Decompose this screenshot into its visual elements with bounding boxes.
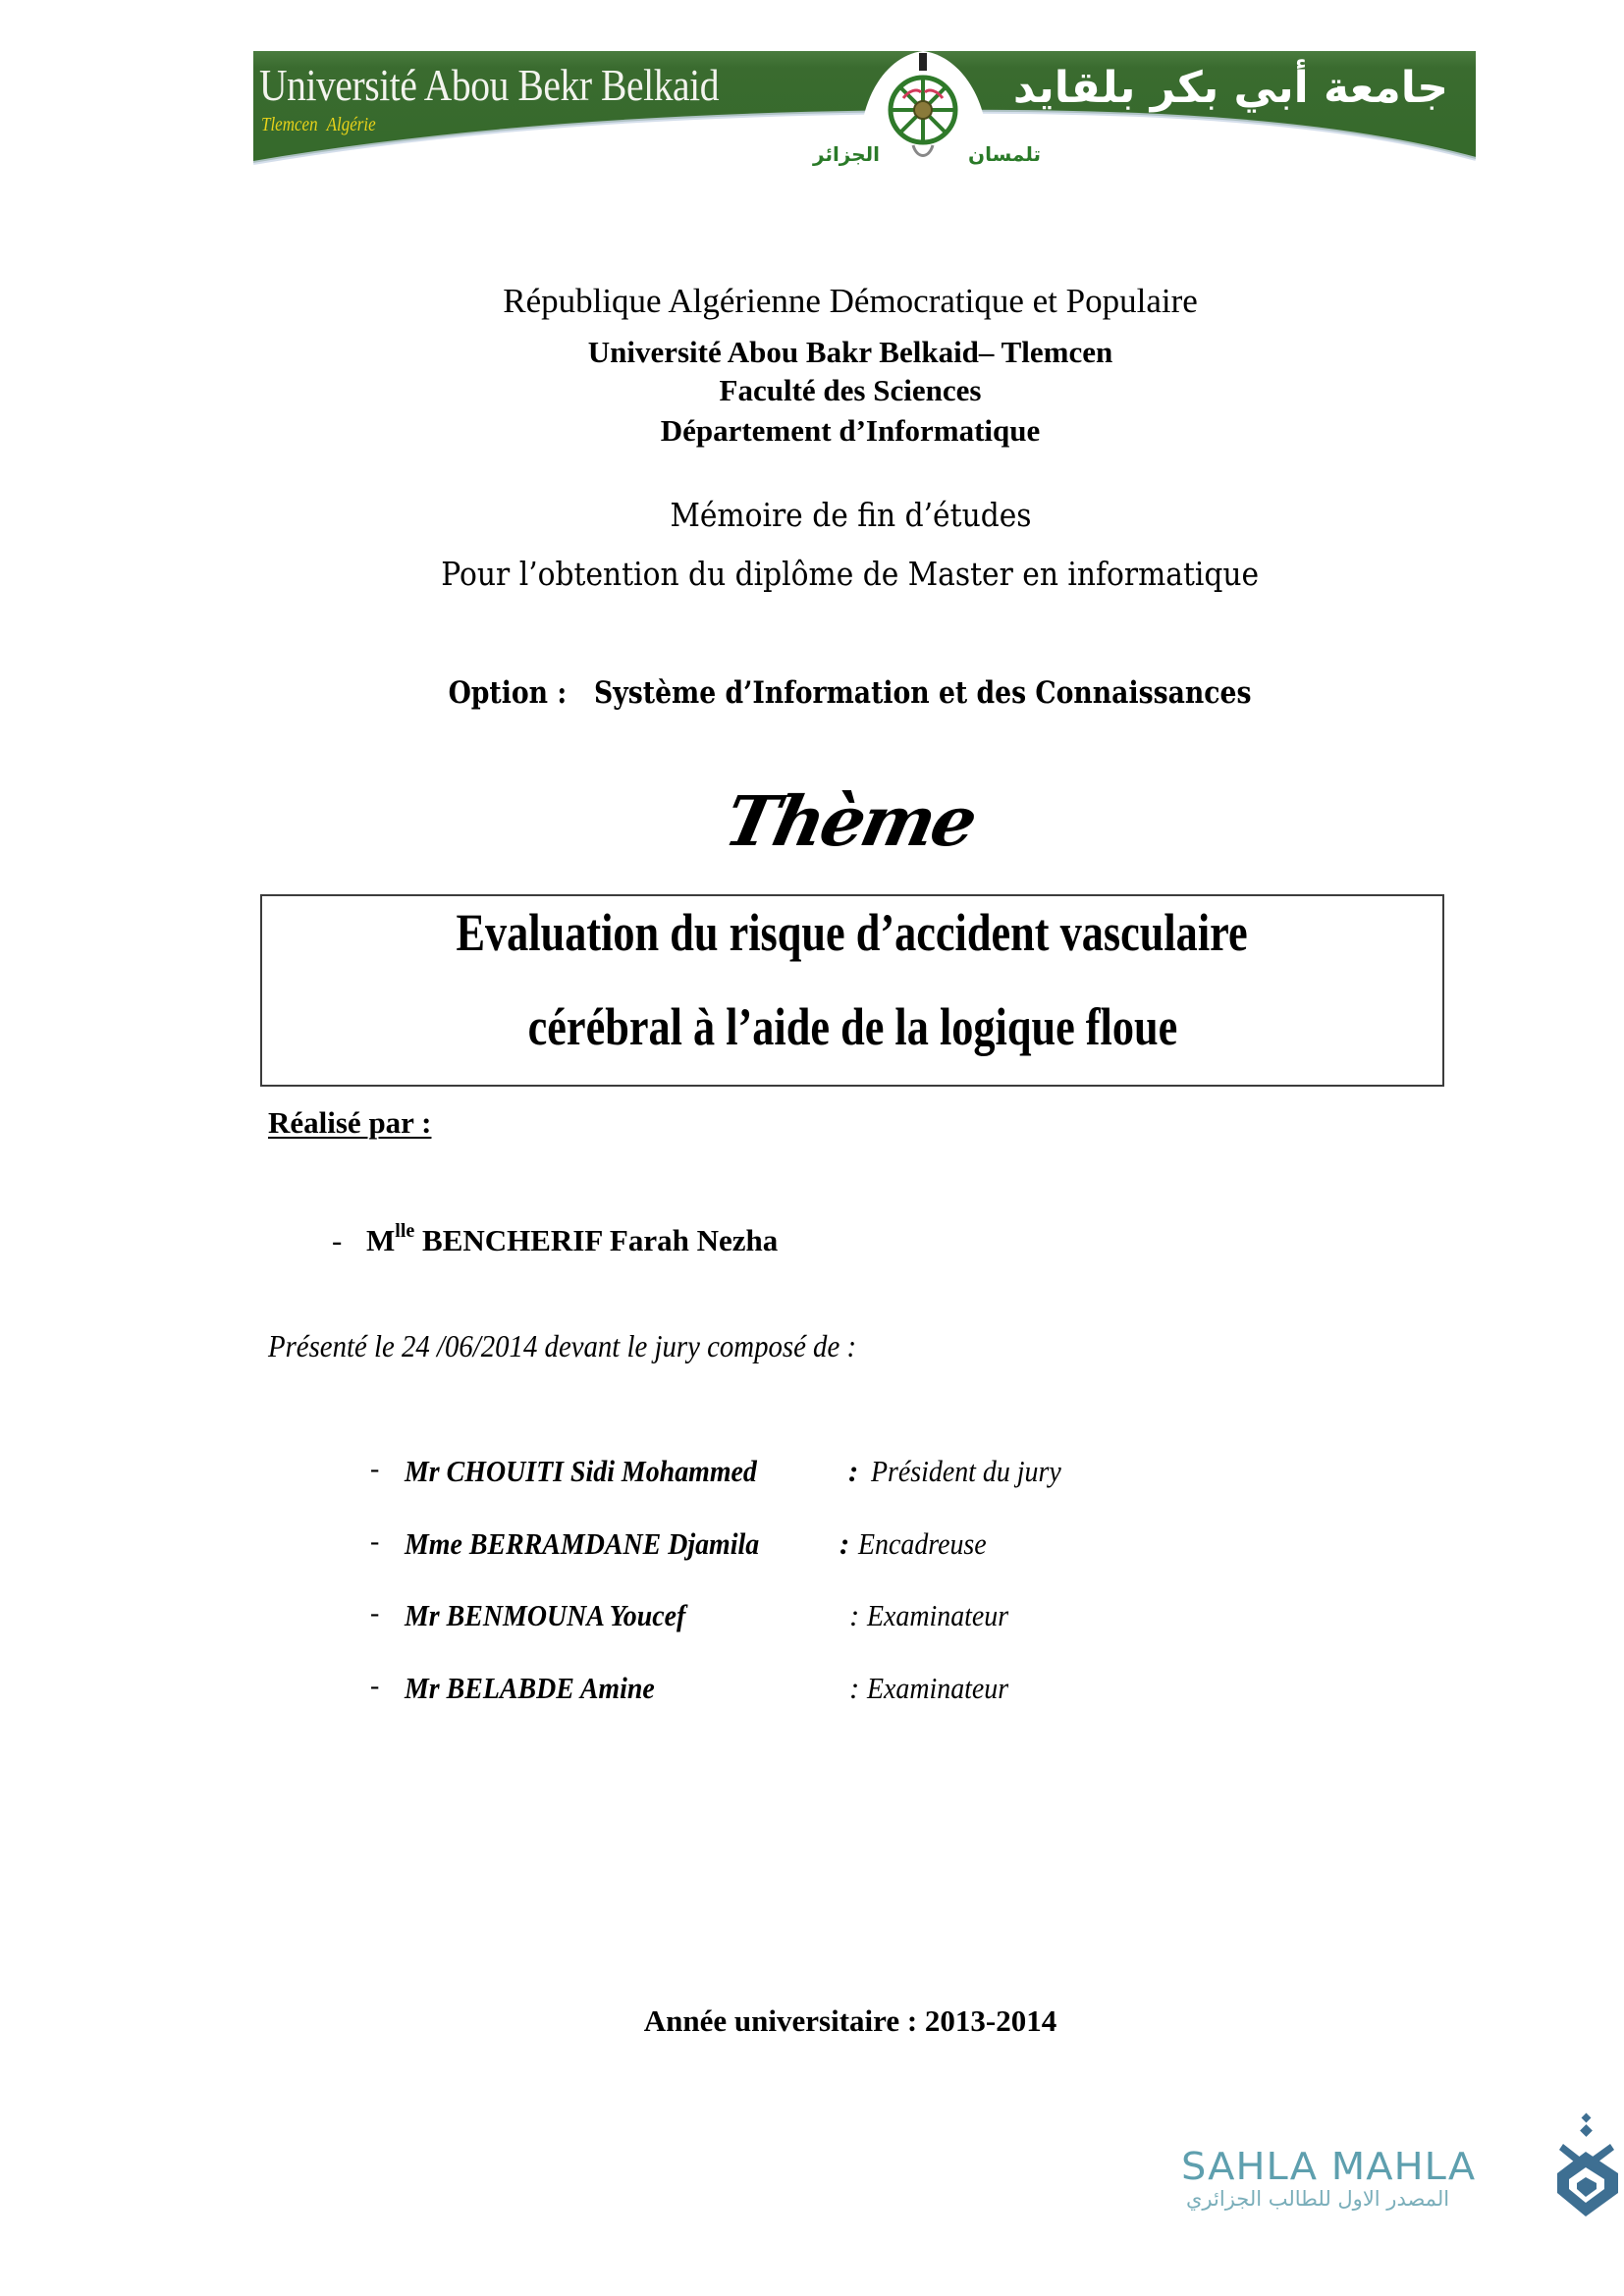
memoir-degree-wrap xyxy=(0,555,1624,593)
thesis-title-line-1: Evaluation du risque d’accident vasculaire xyxy=(456,903,1249,962)
banner-title-ar: جامعة أبي بكر بلقايد xyxy=(1012,63,1448,113)
jury-dash: - xyxy=(370,1598,380,1629)
thesis-title-line-2-wrap xyxy=(262,996,1442,1057)
jury-dash: - xyxy=(370,1526,380,1557)
theme-label: Thème xyxy=(718,780,983,862)
jury-colon: : xyxy=(849,1671,860,1705)
jury-dash: - xyxy=(370,1454,380,1484)
watermark-brand: SAHLA MAHLA xyxy=(1181,2145,1477,2188)
academic-year: Année universitaire : 2013-2014 xyxy=(643,2003,1057,2038)
jury-name: Mr BELABDE Amine xyxy=(405,1671,655,1705)
option-line xyxy=(0,675,1624,711)
university-line: Université Abou Bakr Belkaid– Tlemcen xyxy=(587,335,1113,369)
banner-subtitle-fr: Tlemcen Algérie xyxy=(261,114,376,135)
author-dash: - xyxy=(332,1223,343,1257)
jury-role: Examinateur xyxy=(867,1671,1009,1705)
republic-line: République Algérienne Démocratique et Populaire xyxy=(503,282,1198,320)
sahla-mahla-watermark xyxy=(1178,2110,1624,2223)
jury-role: Examinateur xyxy=(867,1598,1009,1632)
banner-country-ar: الجزائر xyxy=(813,142,881,166)
jury-colon: : xyxy=(849,1598,860,1632)
jury-dash: - xyxy=(370,1671,380,1701)
jury-name: Mr CHOUITI Sidi Mohammed xyxy=(405,1454,757,1488)
university-emblem-icon xyxy=(882,51,964,171)
university-banner xyxy=(253,51,1476,171)
memoir-type-wrap xyxy=(0,496,1624,534)
memoir-type: Mémoire de fin d’études xyxy=(669,496,1032,534)
department-line: Département d’Informatique xyxy=(660,413,1041,448)
author-name: BENCHERIF Farah Nezha xyxy=(422,1223,779,1257)
memoir-degree: Pour l’obtention du diplôme de Master en informatique xyxy=(441,555,1260,593)
author-prefix: M xyxy=(366,1223,396,1257)
jury-name: Mme BERRAMDANE Djamila xyxy=(405,1526,760,1561)
author-prefix-sup: lle xyxy=(395,1220,415,1242)
author-heading: Réalisé par : xyxy=(268,1105,432,1140)
sahla-mahla-logo-icon xyxy=(1553,2112,1622,2218)
jury-name: Mr BENMOUNA Youcef xyxy=(405,1598,686,1632)
thesis-title-line-2: cérébral à l’aide de la logique floue xyxy=(527,997,1177,1056)
banner-city-ar: تلمسان xyxy=(968,142,1042,166)
presentation-line: Présenté le 24 /06/2014 devant le jury composé de : xyxy=(268,1328,857,1363)
jury-role: Président du jury xyxy=(871,1454,1061,1488)
option-value: Système d’Information et des Connaissances xyxy=(594,675,1252,711)
watermark-tagline: المصدر الاول للطالب الجزائري xyxy=(1186,2187,1450,2211)
thesis-title-box xyxy=(260,894,1444,1087)
faculty-line: Faculté des Sciences xyxy=(719,373,982,407)
banner-title-fr: Université Abou Bekr Belkaid xyxy=(259,60,720,110)
jury-role: Encadreuse xyxy=(858,1526,987,1561)
author-line xyxy=(332,1220,779,1258)
theme-label-wrap xyxy=(0,780,1624,862)
option-label: Option : xyxy=(449,675,568,711)
thesis-title-line-1-wrap xyxy=(262,902,1442,963)
presentation-line-wrap xyxy=(268,1328,922,1364)
jury-colon: : xyxy=(848,1454,859,1488)
jury-colon: : xyxy=(839,1526,850,1561)
